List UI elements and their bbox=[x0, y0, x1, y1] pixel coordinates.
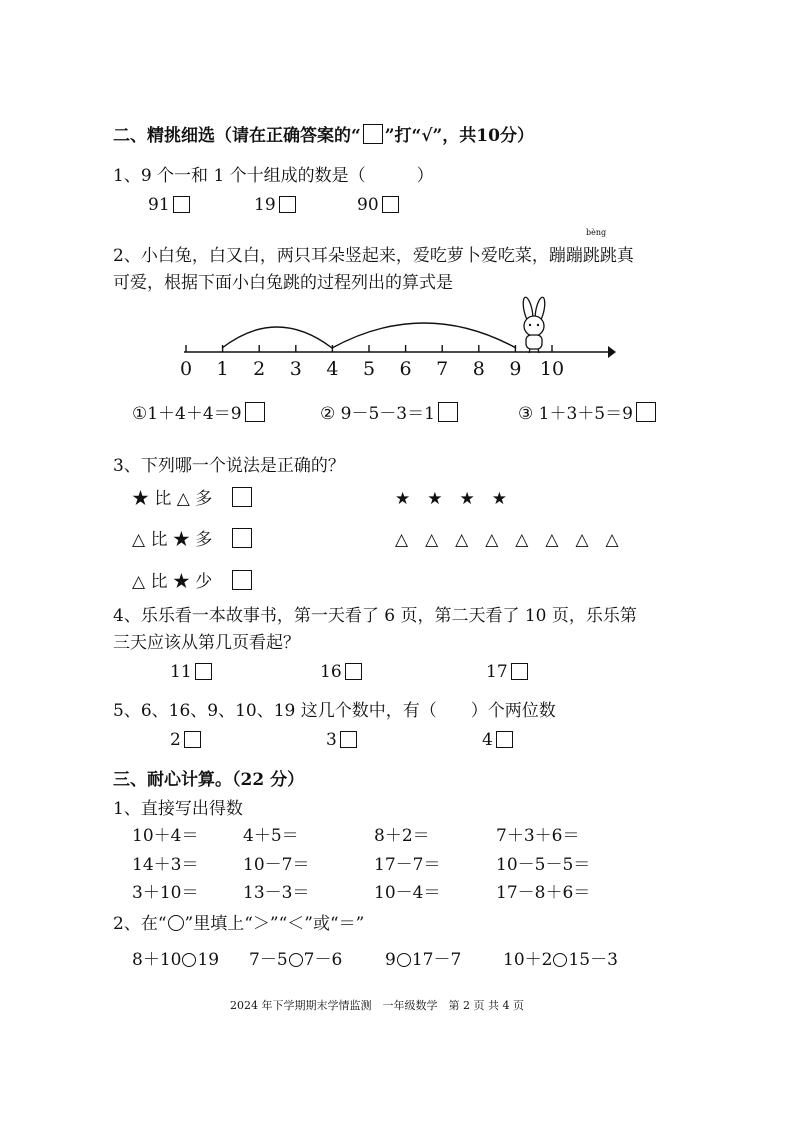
compare-circle[interactable] bbox=[289, 953, 303, 967]
checkbox[interactable] bbox=[232, 528, 252, 548]
section2-title-part1: 二、精挑细选（请在正确答案的“ bbox=[113, 126, 361, 146]
checkbox[interactable] bbox=[636, 402, 656, 422]
calc-r1c2: 4＋5＝ bbox=[243, 826, 299, 846]
axis-tick-label: 8 bbox=[472, 358, 485, 380]
q2-beng-text: 蹦蹦跳跳真 bbox=[548, 246, 634, 266]
calc-r1c1: 10＋4＝ bbox=[132, 826, 199, 846]
compare-2-right: 7－6 bbox=[303, 950, 343, 970]
checkbox[interactable] bbox=[438, 402, 458, 422]
q3-statement-3 bbox=[132, 567, 252, 592]
compare-1-right: 19 bbox=[197, 950, 220, 970]
axis-tick-label: 0 bbox=[179, 358, 193, 380]
q4-option-1-label: 11 bbox=[170, 662, 192, 682]
compare-1-left: 8＋10 bbox=[132, 950, 182, 970]
section3-sub2-part1: 2、在“ bbox=[113, 914, 167, 934]
jump-arc-2 bbox=[332, 323, 516, 348]
axis-tick-label: 6 bbox=[399, 358, 412, 380]
calc-r2c4: 10－5－5＝ bbox=[496, 855, 591, 875]
axis-tick-label: 1 bbox=[216, 358, 229, 380]
q2-option-3 bbox=[518, 399, 656, 424]
triangles-row: △ △ △ △ △ △ △ △ bbox=[395, 530, 619, 550]
axis-arrow bbox=[608, 346, 616, 358]
calc-r3c2: 13－3＝ bbox=[243, 883, 310, 903]
circle-sample-icon bbox=[168, 915, 184, 931]
compare-4 bbox=[503, 945, 618, 970]
jump-arc-1 bbox=[222, 327, 332, 348]
compare-circle[interactable] bbox=[553, 953, 567, 967]
q2-option-2-label: ② 9－5－3＝1 bbox=[320, 404, 435, 424]
axis-tick-label: 7 bbox=[436, 358, 449, 380]
q4-option-1 bbox=[170, 662, 212, 682]
section3-sub1: 1、直接写出得数 bbox=[113, 799, 243, 819]
q4-option-3 bbox=[486, 662, 528, 682]
calc-r2c3: 17－7＝ bbox=[374, 855, 441, 875]
q4-line2: 三天应该从第几页看起？ bbox=[113, 633, 300, 653]
q2-option-1 bbox=[132, 399, 265, 424]
calc-r2c1: 14＋3＝ bbox=[132, 855, 199, 875]
q4-line1: 4、乐乐看一本故事书，第一天看了 6 页，第二天看了 10 页，乐乐第 bbox=[113, 606, 637, 626]
compare-circle[interactable] bbox=[397, 953, 411, 967]
checkbox[interactable] bbox=[345, 663, 362, 680]
calc-r3c1: 3＋10＝ bbox=[132, 883, 199, 903]
calc-r3c4: 17－8＋6＝ bbox=[496, 883, 591, 903]
q3-statement-2 bbox=[132, 525, 252, 550]
calc-r3c3: 10－4＝ bbox=[374, 883, 441, 903]
stars-row: ★ ★ ★ ★ bbox=[395, 489, 507, 509]
q2-option-1-label: ①1＋4＋4＝9 bbox=[132, 404, 242, 424]
checkbox[interactable] bbox=[382, 196, 399, 213]
q4-option-2-label: 16 bbox=[320, 662, 342, 682]
axis-tick-label: 9 bbox=[509, 358, 522, 380]
checkbox[interactable] bbox=[340, 731, 357, 748]
axis-tick-label: 10 bbox=[539, 358, 565, 380]
axis-tick-label: 3 bbox=[289, 358, 302, 380]
page-footer: 2024 年下学期期末学情监测 一年级数学 第 2 页 共 4 页 bbox=[230, 999, 524, 1012]
q3-statement-2-label: △ 比 ★ 多 bbox=[132, 530, 213, 550]
q3-statement-3-label: △ 比 ★ 少 bbox=[132, 572, 213, 592]
q1-option-3 bbox=[357, 195, 399, 215]
axis-tick-label: 2 bbox=[253, 358, 266, 380]
checkbox[interactable] bbox=[184, 731, 201, 748]
checkbox[interactable] bbox=[232, 570, 252, 590]
q1-option-3-label: 90 bbox=[357, 195, 379, 215]
q2-line2: 可爱，根据下面小白兔跳的过程列出的算式是 bbox=[113, 273, 453, 293]
checkbox[interactable] bbox=[173, 196, 190, 213]
q2-option-2 bbox=[320, 399, 458, 424]
section3-sub2-part2: ”里填上“＞”“＜”或“＝” bbox=[184, 914, 365, 934]
q2-line1 bbox=[113, 241, 634, 266]
section2-title bbox=[113, 121, 534, 146]
answer-box-sample bbox=[363, 124, 383, 144]
compare-1 bbox=[132, 945, 219, 970]
q5-text: 5、6、16、9、10、19 这几个数中，有（ ）个两位数 bbox=[113, 701, 556, 721]
axis-tick-label: 5 bbox=[362, 358, 376, 380]
compare-3 bbox=[385, 945, 461, 970]
calc-r1c4: 7＋3＋6＝ bbox=[496, 826, 580, 846]
checkbox[interactable] bbox=[245, 402, 265, 422]
compare-4-left: 10＋2 bbox=[503, 950, 553, 970]
q5-option-2-label: 3 bbox=[326, 730, 337, 750]
q1-text: 1、9 个一和 1 个十组成的数是（ ） bbox=[113, 166, 434, 186]
q3-statement-1 bbox=[132, 484, 252, 509]
compare-2-left: 7－5 bbox=[249, 950, 288, 970]
q5-option-3-label: 4 bbox=[482, 730, 493, 750]
checkbox[interactable] bbox=[232, 487, 252, 507]
q1-option-1-label: 91 bbox=[148, 195, 170, 215]
compare-3-right: 17－7 bbox=[411, 950, 462, 970]
rabbit-icon bbox=[521, 296, 546, 353]
calc-r2c2: 10－7＝ bbox=[243, 855, 310, 875]
axis-tick-label: 4 bbox=[326, 358, 339, 380]
checkbox[interactable] bbox=[195, 663, 212, 680]
pinyin-beng: bèng bbox=[586, 228, 607, 237]
section3-sub2 bbox=[113, 909, 364, 934]
q4-option-3-label: 17 bbox=[486, 662, 508, 682]
section2-title-part2: ”打“√”，共10分） bbox=[384, 126, 534, 146]
compare-2 bbox=[249, 945, 342, 970]
q4-option-2 bbox=[320, 662, 362, 682]
checkbox[interactable] bbox=[279, 196, 296, 213]
compare-4-right: 15－3 bbox=[568, 950, 618, 970]
q5-option-3 bbox=[482, 730, 513, 750]
axis-ticks bbox=[180, 345, 564, 380]
q3-statement-1-label: ★ 比 △ 多 bbox=[132, 489, 213, 509]
compare-circle[interactable] bbox=[182, 953, 196, 967]
q1-option-2 bbox=[254, 195, 296, 215]
number-line-figure bbox=[170, 288, 630, 384]
q2-option-3-label: ③ 1＋3＋5＝9 bbox=[518, 404, 633, 424]
q3-text: 3、下列哪一个说法是正确的？ bbox=[113, 456, 345, 476]
q5-option-1 bbox=[170, 730, 201, 750]
checkbox[interactable] bbox=[511, 663, 528, 680]
q2-line1-text: 2、小白兔，白又白，两只耳朵竖起来，爱吃萝卜爱吃菜， bbox=[113, 246, 549, 266]
section3-title: 三、耐心计算。（22 分） bbox=[113, 770, 305, 790]
q5-option-1-label: 2 bbox=[170, 730, 181, 750]
checkbox[interactable] bbox=[496, 731, 513, 748]
compare-3-left: 9 bbox=[385, 950, 396, 970]
q5-option-2 bbox=[326, 730, 357, 750]
q1-option-2-label: 19 bbox=[254, 195, 276, 215]
q1-option-1 bbox=[148, 195, 190, 215]
calc-r1c3: 8＋2＝ bbox=[374, 826, 430, 846]
